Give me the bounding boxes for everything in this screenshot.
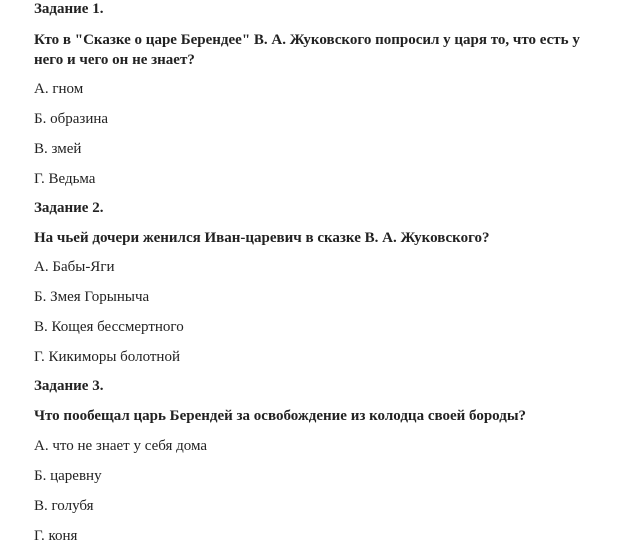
task-question: На чьей дочери женился Иван-царевич в сказке В. А. Жуковского? — [34, 230, 490, 246]
answer-option: Г. Ведьма — [34, 171, 96, 187]
answer-option: А. гном — [34, 81, 84, 97]
answer-option: В. змей — [34, 141, 82, 157]
answer-option: Г. коня — [34, 528, 78, 544]
task-1 — [34, 0, 624, 189]
answer-option: В. голубя — [34, 498, 94, 514]
task-2 — [34, 198, 624, 367]
answer-option: Б. царевну — [34, 468, 102, 484]
answer-option: В. Кощея бессмертного — [34, 319, 184, 335]
task-title: Задание 3. — [34, 378, 104, 394]
task-title: Задание 2. — [34, 200, 104, 216]
answer-option: Б. образина — [34, 111, 109, 127]
answer-option: А. что не знает у себя дома — [34, 438, 208, 454]
answer-option: Г. Кикиморы болотной — [34, 349, 180, 365]
answer-option: Б. Змея Горыныча — [34, 289, 150, 305]
task-question: Кто в "Сказке о царе Берендее" В. А. Жуковского попросил у царя то, что есть у него и чего он не знает? — [34, 32, 580, 68]
task-3 — [34, 376, 624, 546]
task-question: Что пообещал царь Берендей за освобождение из колодца своей бороды? — [34, 408, 527, 424]
task-title: Задание 1. — [34, 1, 104, 17]
answer-option: А. Бабы-Яги — [34, 259, 115, 275]
